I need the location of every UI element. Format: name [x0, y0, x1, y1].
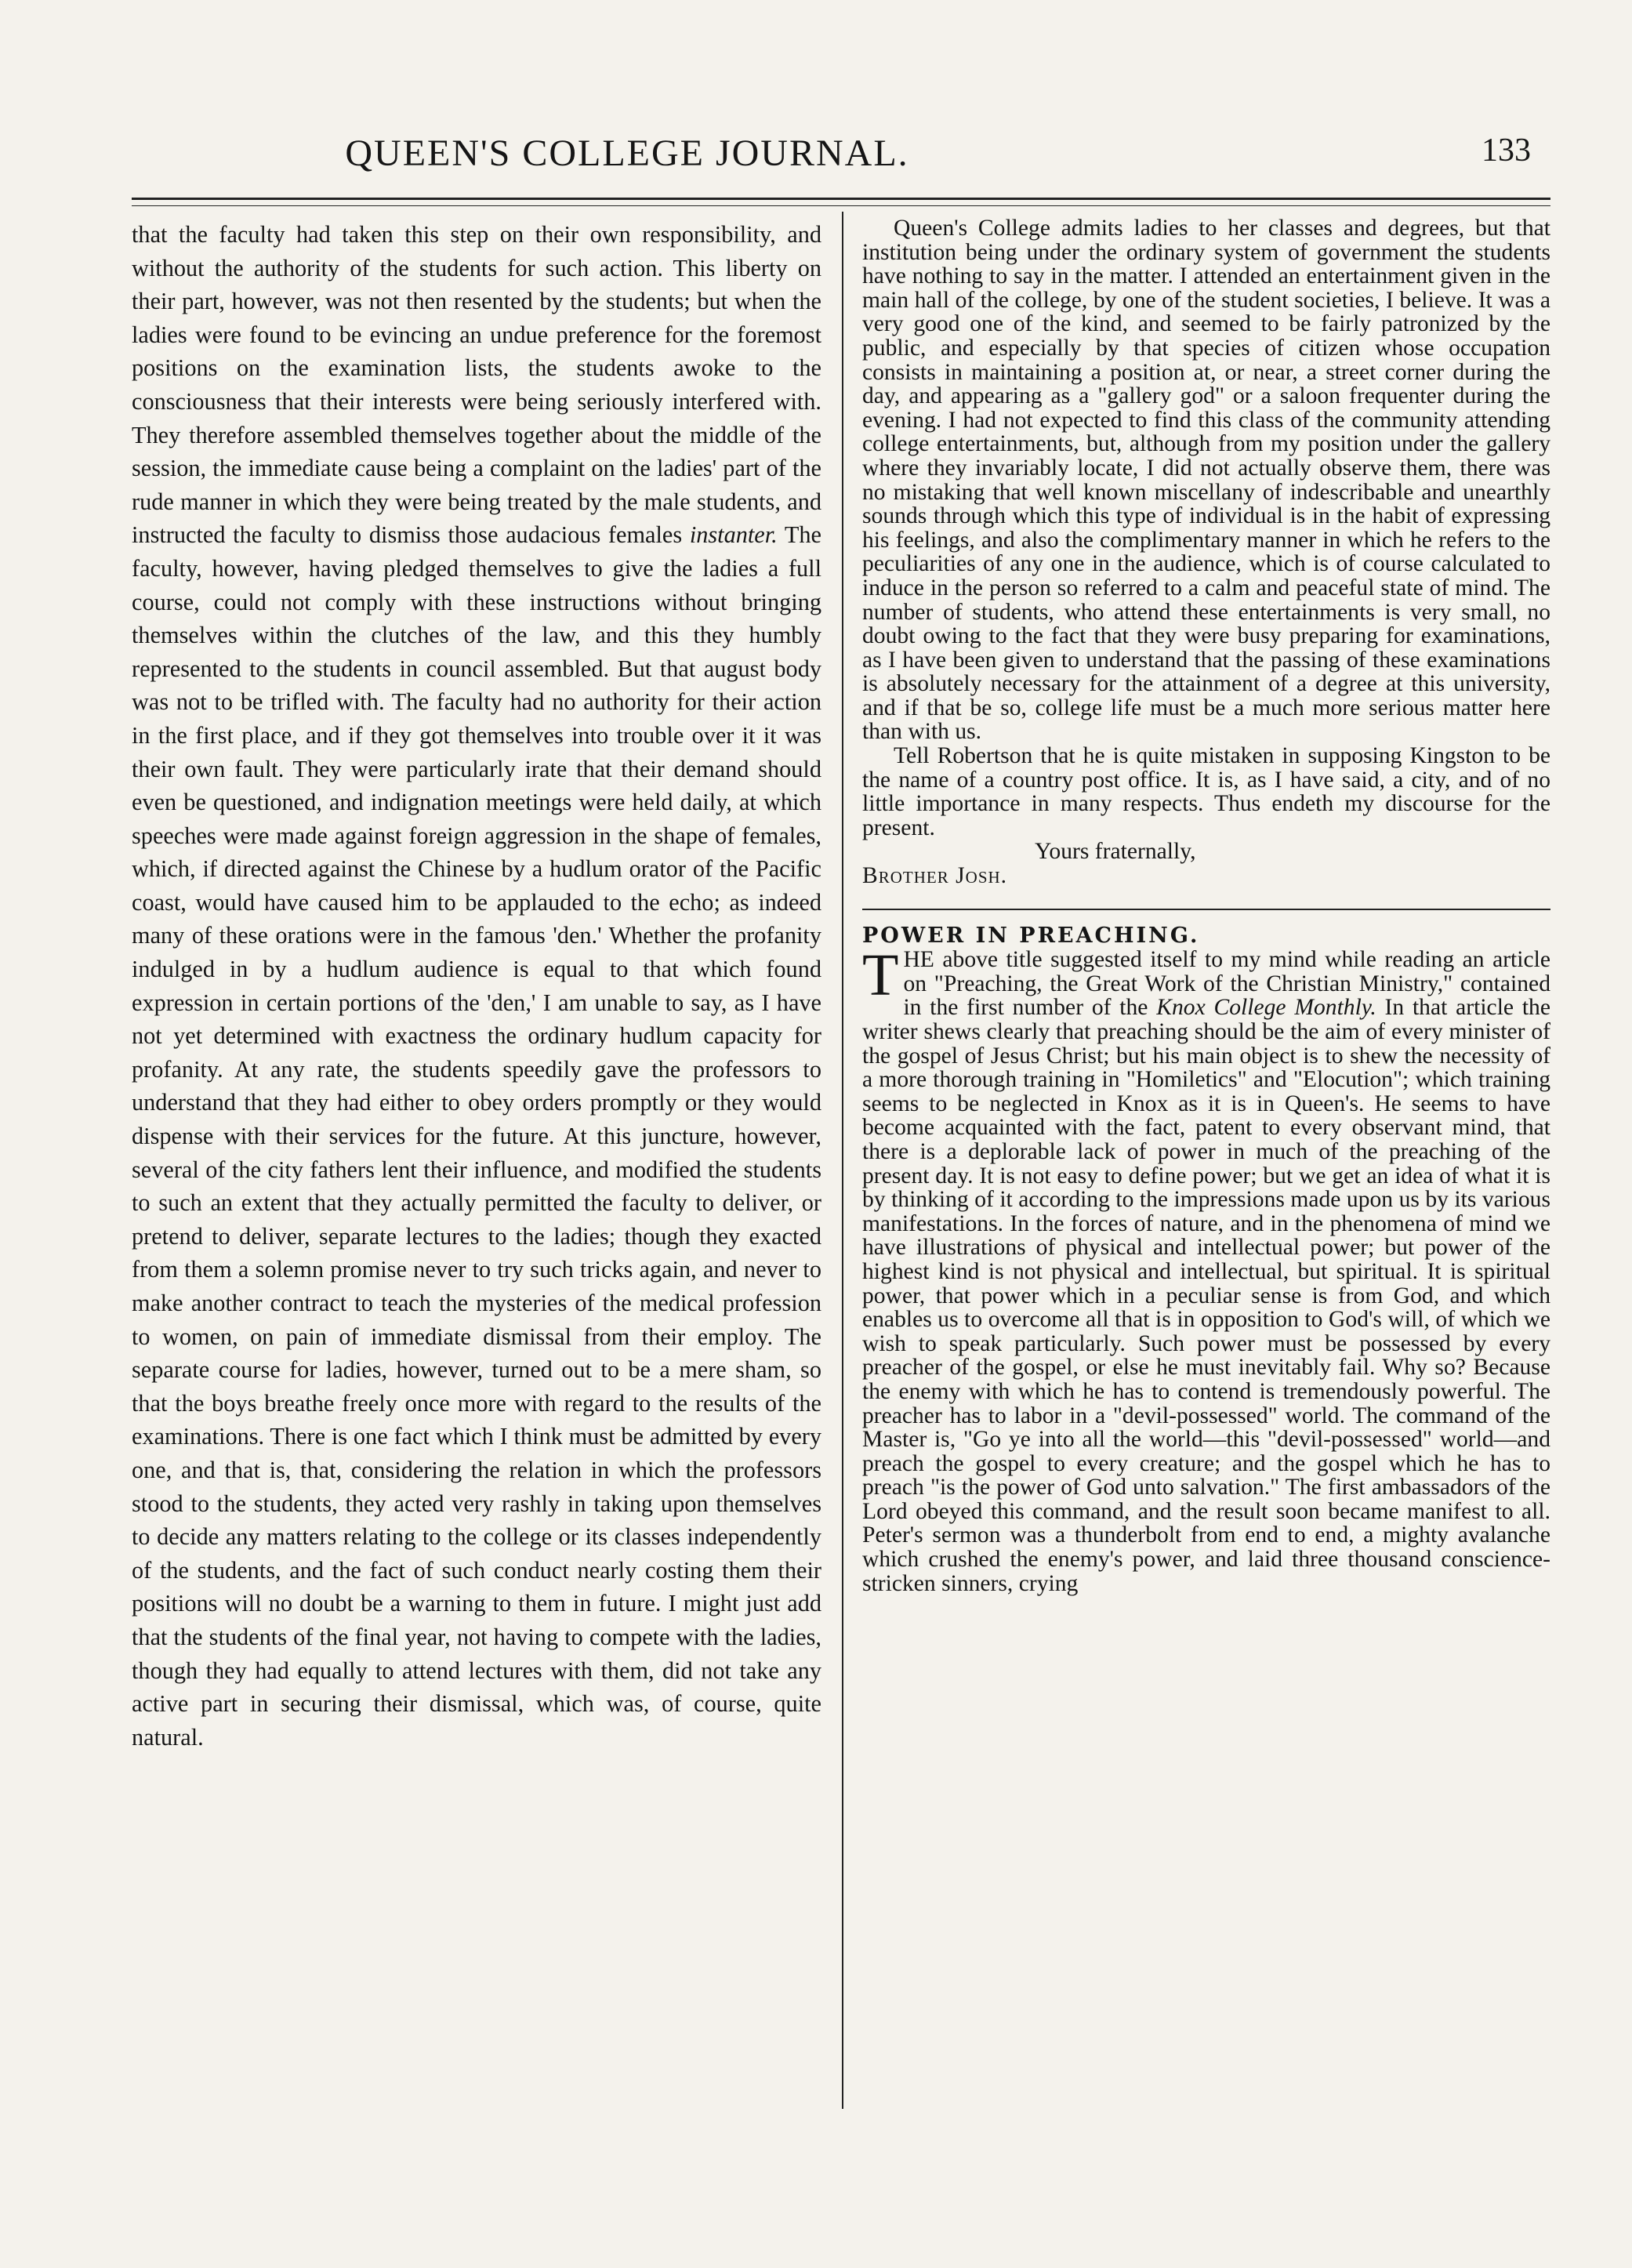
section-heading: POWER IN PREACHING.	[862, 923, 1200, 948]
left-text-part2: The faculty, however, having pledged themselves to give the ladies a full course, could not comply with these instructions without bringing themselves within the clutches of the law, and this they humbly represented to the students in council assembled. But that august body was not to be trifled with. The faculty had no authority for their action in the first place, and if they got themselves into trouble over it it was their own fault. They were particularly irate that their demand should even be questioned, and indignation meetings were held daily, at which speeches were made against foreign aggression in the shape of females, which, if directed against the Chinese by a hudlum orator of the Pacific coast, would have caused him to be applauded to the echo; as indeed many of these orations were in the famous 'den.' Whether the profanity indulged in by a hudlum audience is equal to that which found expression in certain portions of the 'den,' I am unable to say, as I have not yet determined with exactness the ordinary hudlum capacity for profanity. At any rate, the students speedily gave the professors to understand that they had either to obey orders promptly or they would dispense with their services for the future. At this juncture, however, several of the city fathers lent their influence, and modified the students to such an extent that they actually permitted the faculty to deliver, or pretend to deliver, separate lectures to the ladies; though they exacted from them a solemn promise never to try such tricks again, and never to make another contract to teach the mysteries of the medical profession to women, on pain of immediate dismissal from their employ. The separate course for ladies, however, turned out to be a mere sham, so that the boys breathe freely once more with regard to the results of the examinations. There is one fact which I think must be admitted by every one, and that is, that, considering the relation in which the professors stood to the students, they acted very rashly in taking upon themselves to decide any matters relating to the college or its classes independently of the students, and the fact of such conduct nearly costing them their positions will no doubt be a warning to them in future. I might just add that the students of the final year, not having to compete with the ladies, though they had equally to attend lectures with them, did not take any active part in securing their dismissal, which was, of course, quite natural.	[132, 521, 822, 1751]
letter-paragraph: Queen's College admits ladies to her classes and degrees, but that institution being under the ordinary system of government the students have nothing to say in the matter. I attended an entertainment given in the main hall of the college, by one of the student societies, I believe. It was a very good one of the kind, and seemed to be fairly patronized by the public, and especially by that species of citizen whose occupation consists in maintaining a position at, or near, a street corner during the day, and appearing as a "gallery god" or a saloon frequenter during the evening. I had not expected to find this class of the community attending college entertainments, but, although from my position under the gallery where they invariably locate, I did not actually observe them, there was no mistaking that well known miscellany of indescribable and unearthly sounds through which this type of individual is in the habit of expressing his feelings, and also the complimentary manner in which he refers to the peculiarities of any one in the audience, which is of course calculated to induce in the person so referred to a calm and peaceful state of mind. The number of students, who attend these entertainments is very small, no doubt owing to the fact that they were busy preparing for examinations, as I have been given to understand that the passing of these examinations is absolutely necessary for the attainment of a degree at this university, and if that be so, college life must be a much more serious matter here than with us.	[862, 216, 1550, 745]
section-divider	[862, 909, 1550, 910]
page-number: 133	[1481, 132, 1531, 169]
running-header-title: QUEEN'S COLLEGE JOURNAL.	[345, 132, 909, 174]
article-paragraph	[862, 942, 1550, 1596]
article-text-emphasis: Knox College Monthly.	[1156, 995, 1376, 1021]
letter-signature: Brother Josh.	[862, 863, 1008, 889]
header-rule-bottom	[132, 205, 1550, 206]
article-text-part2: In that article the writer shews clearly that preaching should be the aim of every minister of the gospel of Jesus Christ; but his main object is to shew the necessity of a more thorough training in "Homiletics" and "Elocution"; which training seems to be neglected in Knox as it is in Queen's. He seems to have become acquainted with the fact, patent to every observant mind, that there is a deplorable lack of power in much of the preaching of the present day. It is not easy to define power; but we get an idea of what it is by thinking of it according to the impressions made upon us by its various manifestations. In the forces of nature, and in the phenomena of mind we have illustrations of physical and intellectual power; but power of the highest kind is not physical and intellectual, but spiritual. It is spiritual power, that power which in a peculiar sense is from God, and which enables us to overcome all that is in opposition to God's will, of which we wish to speak particularly. Such power must be possessed by every preacher of the gospel, or else he must inevitably fail. Why so? Because the enemy with which he has to contend is tremendously powerful. The preacher has to labor in a "devil-possessed" world. The command of the Master is, "Go ye into all the world—this "devil-possessed" world—and preach the gospel to every creature; and the gospel which he has to preach "is the power of God unto salvation." The first ambassadors of the Lord obeyed this command, and the result soon became manifest to all. Peter's sermon was a thunderbolt from end to end, a mighty avalanche which crushed the enemy's power, and laid three thousand conscience-stricken sinners, crying	[862, 995, 1550, 1596]
left-text-part1: that the faculty had taken this step on their own responsibility, and without the authority of the students for such action. This liberty on their part, however, was not then resented by the students; but when the ladies were found to be evincing an undue preference for the foremost positions on the examination lists, the students awoke to the consciousness that their interests were being seriously interfered with. They therefore assembled themselves together about the middle of the session, the immediate cause being a complaint on the ladies' part of the rude manner in which they were being treated by the male students, and instructed the faculty to dismiss those audacious females	[132, 221, 821, 549]
letter-closing: Yours fraternally,	[1035, 839, 1196, 865]
column-divider	[842, 212, 843, 2109]
left-column	[132, 218, 821, 1754]
article-text-part1: HE above title suggested itself to my mind while reading an article on "Preaching, the Great Work of the Christian Ministry," contained in the first number of the	[903, 947, 1550, 1021]
right-column	[862, 216, 1550, 1595]
letter-paragraph: Tell Robertson that he is quite mistaken in supposing Kingston to be the name of a country post office. It is, as I have said, a city, and of no little importance in many respects. Thus endeth my discourse for the present.	[862, 743, 1550, 840]
left-text-emphasis: instanter.	[689, 521, 778, 549]
article-dropcap: T	[862, 942, 899, 1009]
left-column-text	[132, 218, 821, 1754]
header-rule-top	[132, 198, 1550, 200]
